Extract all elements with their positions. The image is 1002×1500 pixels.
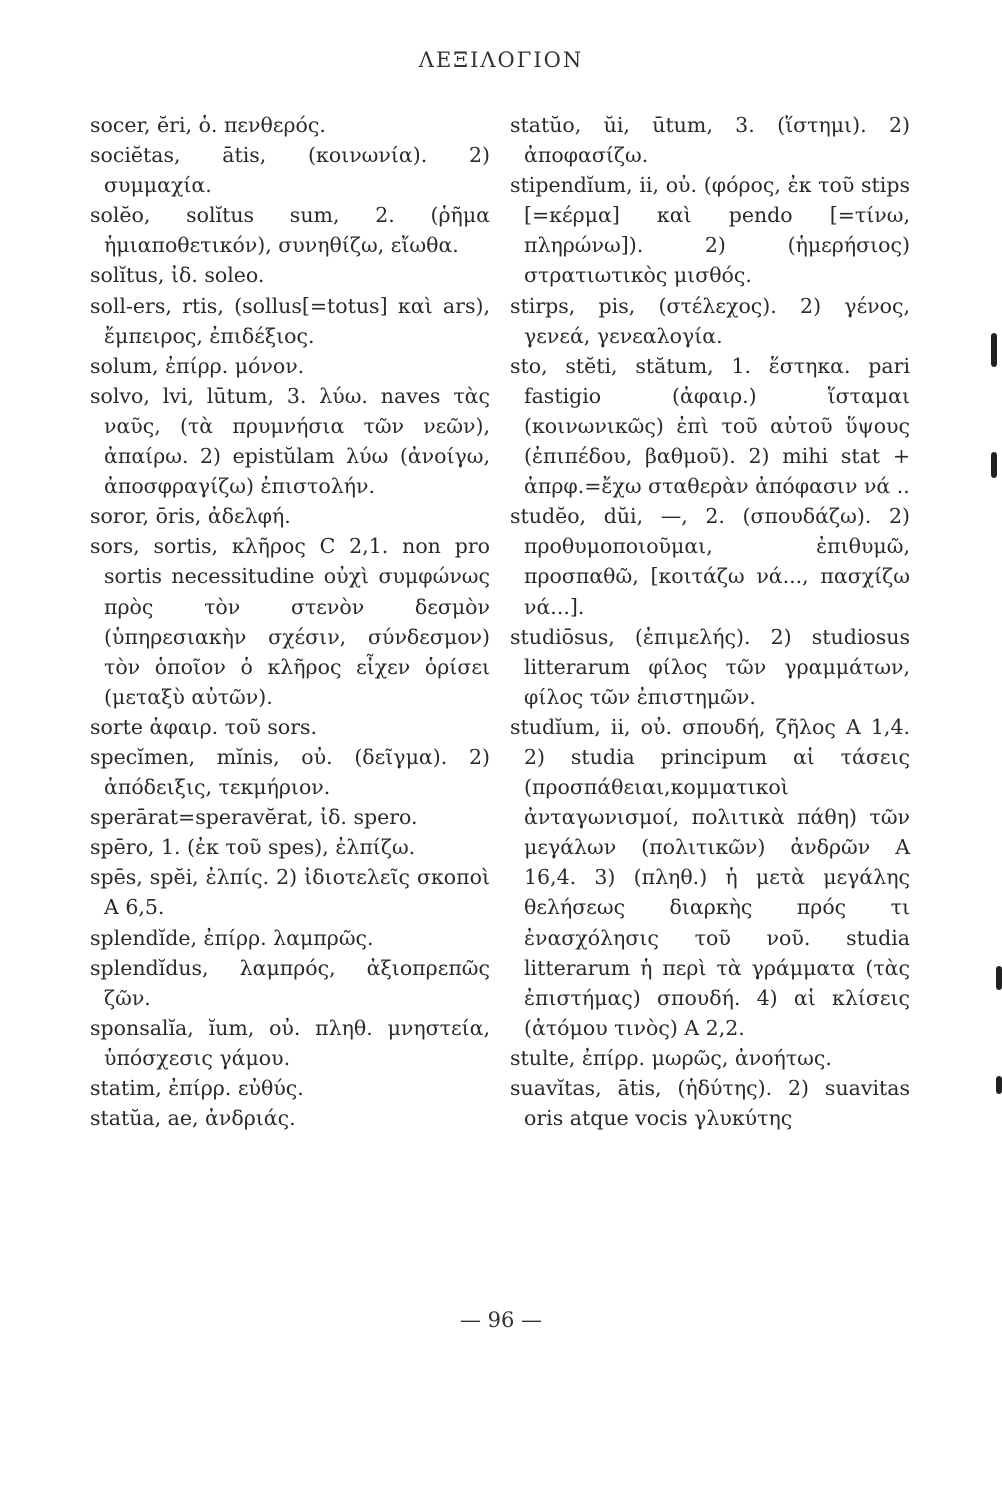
dictionary-entry: socer, ĕri, ὁ. πενθερός.: [90, 113, 326, 137]
dictionary-entry: specĭmen, mĭnis, οὐ. (δεῖγμα). 2) ἀπόδειξις, τεκμήριον.: [90, 744, 490, 800]
dictionary-entry: spēro, 1. (ἐκ τοῦ spes), ἐλπίζω.: [90, 835, 416, 860]
dictionary-entry: sto, stĕti, stătum, 1. ἕστηκα. pari fastigio (ἀφαιρ.) ἵσταμαι (κοινωνικῶς) ἐπὶ τοῦ αὐτοῦ ὕψους (ἐπιπέδου, βαθμοῦ). 2) mihi stat + ἀπρφ.=ἔχω σταθερὰν ἀπόφασιν νά ..: [510, 353, 910, 499]
dictionary-entry: stipendĭum, ii, οὐ. (φόρος, ἐκ τοῦ stips [=κέρμα] καὶ pendo [=τίνω, πληρώνω]). 2) (ἡμερήσιος) στρατιωτικὸς μισθός.: [510, 173, 910, 288]
dictionary-entry: spēs, spĕi, ἐλπίς. 2) ἰδιοτελεῖς σκοποὶ A 6,5.: [90, 865, 490, 920]
dictionary-entry: suavĭtas, ātis, (ἡδύτης). 2) suavitas oris atque vocis γλυκύτης: [510, 1076, 910, 1131]
dictionary-entry: stulte, ἐπίρρ. μωρῶς, ἀνοήτως.: [510, 1045, 832, 1070]
ink-mark: [996, 1076, 1002, 1094]
dictionary-entry: soror, ōris, ἀδελφή.: [90, 504, 291, 529]
dictionary-entry: studĭum, ii, οὐ. σπουδή, ζῆλος A 1,4. 2) studia principum αἱ τάσεις (προσπάθειαι,κομματικοὶ ἀνταγωνισμοί, πολιτικὰ πάθη) τῶν μεγάλων (πολιτικῶν) ἀνδρῶν A 16,4. 3) (πληθ.) ἡ μετὰ μεγάλης θελήσεως διαρκὴς πρός τι ἐνασχόλησις τοῦ νοῦ. studia litterarum ἡ περὶ τὰ γράμματα (τὰς ἐπιστήμας) σπουδή. 4) αἱ κλίσεις (ἀτόμου τινὸς) A 2,2.: [510, 714, 910, 1040]
dictionary-entry: sperārat=speravĕrat, ἰδ. spero.: [90, 805, 418, 830]
dictionary-entry: soll-ers, rtis, (sollus[=totus] καὶ ars), ἔμπειρος, ἐπιδέξιος.: [90, 293, 490, 348]
page-header: ΛΕΞΙΛΟΓΙΟΝ: [418, 48, 584, 72]
dictionary-entry: sociĕtas, ātis, (κοινωνία). 2) συμμαχία.: [90, 143, 490, 198]
dictionary-entry: sors, sortis, κλῆρος C 2,1. non pro sortis necessitudine οὐχὶ συμφώνως πρὸς τὸν στενὸν δεσμὸν (ὑπηρεσιακὴν σχέσιν, σύνδεσμον) τὸν ὁποῖον ὁ κλῆρος εἶχεν ὁρίσει (μεταξὺ αὐτῶν).: [90, 534, 490, 709]
dictionary-entry: solĭtus, ἰδ. soleo.: [90, 263, 265, 288]
dictionary-entry: solvo, lvi, lūtum, 3. λύω. naves τὰς ναῦς, (τὰ πρυμνήσια τῶν νεῶν), ἀπαίρω. 2) epistŭlam λύω (ἀνοίγω, ἀποσφραγίζω) ἐπιστολήν.: [90, 383, 490, 499]
ink-mark: [991, 452, 997, 478]
dictionary-entry: studĕo, dŭi, —, 2. (σπουδάζω). 2) προθυμοποιοῦμαι, ἐπιθυμῶ, προσπαθῶ, [κοιτάζω νά..., πασχίζω νά...].: [510, 504, 910, 619]
dictionary-entry: statim, ἐπίρρ. εὐθύς.: [90, 1076, 304, 1100]
dictionary-entry: sponsalĭa, ĭum, οὐ. πληθ. μνηστεία, ὑπόσχεσις γάμου.: [90, 1015, 490, 1070]
dictionary-entry: stirps, pis, (στέλεχος). 2) γένος, γενεά, γενεαλογία.: [510, 293, 910, 348]
ink-mark: [996, 966, 1002, 990]
dictionary-entry: statŭo, ŭi, ūtum, 3. (ἵστημι). 2) ἀποφασίζω.: [510, 113, 910, 168]
dictionary-entry: splendĭdus, λαμπρός, ἀξιοπρεπῶς ζῶν.: [90, 955, 490, 1010]
left-column: [90, 110, 490, 1133]
dictionary-entry: splendĭde, ἐπίρρ. λαμπρῶς.: [90, 925, 374, 950]
dictionary-entry: sorte ἀφαιρ. τοῦ sors.: [90, 714, 318, 739]
ink-mark: [991, 333, 997, 367]
right-column: [510, 110, 910, 1133]
dictionary-entry: statŭa, ae, ἀνδριάς.: [90, 1106, 296, 1131]
dictionary-entry: solum, ἐπίρρ. μόνον.: [90, 353, 305, 378]
dictionary-entry: solĕo, solĭtus sum, 2. (ῥῆμα ἡμιαποθετικόν), συνηθίζω, εἴωθα.: [90, 203, 490, 258]
dictionary-entry: studiōsus, (ἐπιμελής). 2) studiosus litterarum φίλος τῶν γραμμάτων, φίλος τῶν ἐπιστημῶν.: [510, 624, 910, 709]
page-number: — 96 —: [459, 1308, 543, 1332]
